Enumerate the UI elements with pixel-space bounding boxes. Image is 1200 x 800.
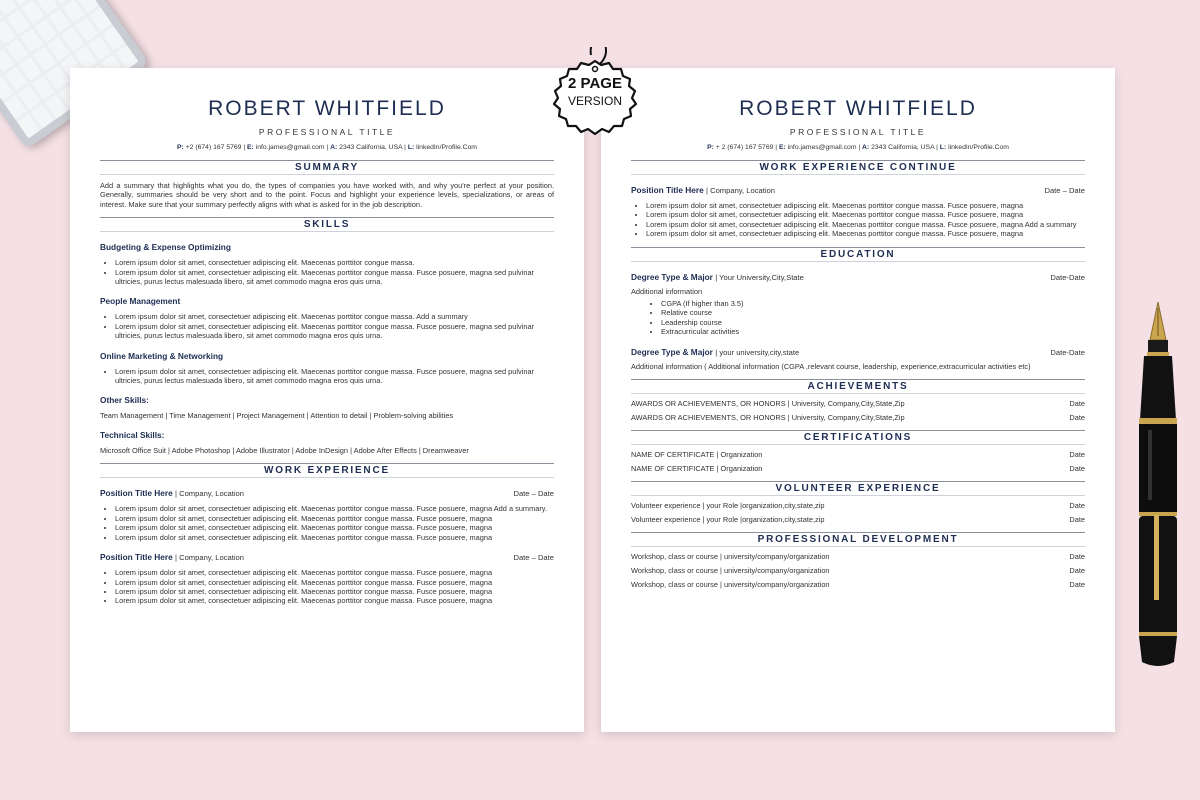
technical-skills-text: Microsoft Office Suit | Adobe Photoshop | Adobe Illustrator | Adobe InDesign | Adobe After Effects | Dreamweaver — [100, 446, 469, 456]
address-label: A: — [862, 144, 870, 151]
degree-note: Additional information — [631, 286, 703, 296]
phone-label: P: — [177, 144, 184, 151]
achievement-date: Date — [1069, 413, 1085, 423]
job-date: Date – Date — [1044, 186, 1085, 195]
tag-label-line1: 2 PAGE — [568, 75, 622, 92]
certificate-date: Date — [1069, 464, 1085, 474]
section-heading-summary: SUMMARY — [100, 160, 554, 175]
list-item — [631, 501, 1085, 510]
list-item: • Lorem ipsum dolor sit amet, consectetuer adipiscing elit. Maecenas porttitor congue massa. Fusce posuere, magna sed pulvinar ultricies, purus lectus malesuada libero, sit amet commodo magna eros quis urna. — [115, 268, 554, 287]
achievement-date: Date — [1069, 399, 1085, 409]
tag-label-line2: VERSION — [567, 94, 622, 108]
section-heading-volunteer: VOLUNTEER EXPERIENCE — [631, 481, 1085, 496]
degree-bullet-list — [631, 299, 1085, 337]
job-date: Date – Date — [513, 489, 554, 499]
list-item: • Lorem ipsum dolor sit amet, consectetuer adipiscing elit. Maecenas porttitor congue massa. Fusce posuere, magna — [115, 523, 554, 532]
linkedin-label: L: — [939, 144, 947, 151]
linkedin: linkedIn/Profile.Com — [948, 144, 1009, 151]
degree-note: Additional information ( Additional information (CGPA ,relevant course, leadership, experience,extracurricular activities etc) — [631, 361, 1031, 371]
development-date: Date — [1069, 552, 1085, 562]
volunteer-text: Volunteer experience | your Role |organization,city,state,zip — [631, 501, 825, 511]
achievement-text: AWARDS OR ACHIEVEMENTS, OR HONORS | University, Company,City,State,Zip — [631, 413, 905, 423]
job-company: | Company, Location — [175, 489, 244, 499]
list-item: • Extracurricular activities — [661, 327, 1085, 336]
list-item: • Lorem ipsum dolor sit amet, consectetuer adipiscing elit. Maecenas porttitor congue massa. Fusce posuere, magna — [646, 229, 1085, 238]
degree-school: | Your University,City,State — [715, 272, 804, 282]
professional-title: PROFESSIONAL TITLE — [258, 127, 396, 137]
resume-page-2 — [601, 68, 1115, 732]
development-date: Date — [1069, 580, 1085, 590]
achievement-text: AWARDS OR ACHIEVEMENTS, OR HONORS | University, Company,City,State,Zip — [631, 399, 905, 409]
linkedin: linkedIn/Profile.Com — [416, 144, 477, 151]
volunteer-text: Volunteer experience | your Role |organization,city,state,zip — [631, 515, 825, 525]
email-label: E: — [778, 144, 786, 151]
certificate-date: Date — [1069, 450, 1085, 460]
list-item: • Lorem ipsum dolor sit amet, consectetuer adipiscing elit. Maecenas porttitor congue massa. Add a summary — [115, 312, 554, 321]
degree-date: Date-Date — [1050, 272, 1085, 282]
phone: + 2 (674) 167 5769 — [715, 144, 774, 151]
address-label: A: — [330, 144, 338, 151]
email: info.james@gmail.com — [787, 144, 857, 151]
job-company: | Company, Location — [175, 553, 244, 563]
list-item — [631, 552, 1085, 561]
section-heading-work-experience: WORK EXPERIENCE — [100, 463, 554, 478]
job-title: Position Title Here — [100, 552, 173, 563]
job-bullet-list — [100, 504, 554, 542]
job-header — [100, 488, 554, 498]
list-item: • Leadership course — [661, 318, 1085, 327]
version-tag — [548, 47, 642, 141]
job-date: Date – Date — [513, 553, 554, 563]
list-item: • Relative course — [661, 308, 1085, 317]
job-company: | Company, Location — [706, 186, 775, 195]
skill-bullet-list — [100, 312, 554, 340]
technical-skills-title: Technical Skills: — [100, 430, 165, 441]
job-bullet-list — [100, 568, 554, 606]
list-item: • Lorem ipsum dolor sit amet, consectetuer adipiscing elit. Maecenas porttitor congue massa. Fusce posuere, magna sed pulvinar ultricies, purus lectus malesuada libero, sit amet commodo magna eros quis urna. — [115, 322, 554, 341]
list-item: • Lorem ipsum dolor sit amet, consectetuer adipiscing elit. Maecenas porttitor congue massa. Fusce posuere, magna — [115, 514, 554, 523]
list-item — [631, 399, 1085, 408]
resume-page-1 — [70, 68, 584, 732]
development-text: Workshop, class or course | university/company/organization — [631, 566, 830, 576]
section-heading-certifications: CERTIFICATIONS — [631, 430, 1085, 445]
skill-group-title: Budgeting & Expense Optimizing — [100, 242, 231, 253]
list-item: • Lorem ipsum dolor sit amet, consectetuer adipiscing elit. Maecenas porttitor congue massa. Fusce posuere, magna — [115, 568, 554, 577]
degree-header — [631, 272, 1085, 282]
professional-title: PROFESSIONAL TITLE — [789, 127, 927, 137]
list-item: • Lorem ipsum dolor sit amet, consectetuer adipiscing elit. Maecenas porttitor congue massa. Fusce posuere, magna — [115, 578, 554, 587]
volunteer-date: Date — [1069, 501, 1085, 511]
section-heading-skills: SKILLS — [100, 217, 554, 232]
skill-bullet-list — [100, 258, 554, 286]
list-item: • Lorem ipsum dolor sit amet, consectetuer adipiscing elit. Maecenas porttitor congue massa. Fusce posuere, magna sed pulvinar ultricies, purus lectus malesuada libero, sit amet commodo magna eros quis urna. — [115, 367, 554, 386]
development-text: Workshop, class or course | university/company/organization — [631, 580, 830, 590]
volunteer-date: Date — [1069, 515, 1085, 525]
list-item — [631, 413, 1085, 422]
list-item: • CGPA (If higher than 3.5) — [661, 299, 1085, 308]
list-item — [631, 450, 1085, 459]
degree-title: Degree Type & Major — [631, 271, 713, 282]
list-item: • Lorem ipsum dolor sit amet, consectetuer adipiscing elit. Maecenas porttitor congue massa. Fusce posuere, magna Add a summary — [646, 220, 1085, 229]
section-heading-work-continue: WORK EXPERIENCE CONTINUE — [631, 160, 1085, 175]
email-label: E: — [247, 144, 254, 151]
resume-name: ROBERT WHITFIELD — [208, 97, 446, 120]
other-skills-title: Other Skills: — [100, 395, 149, 406]
section-heading-achievements: ACHIEVEMENTS — [631, 379, 1085, 394]
certificate-text: NAME OF CERTIFICATE | Organization — [631, 464, 763, 474]
address: 2343 California, USA — [339, 144, 403, 151]
linkedin-label: L: — [407, 144, 415, 151]
degree-date: Date-Date — [1050, 347, 1085, 357]
list-item — [631, 580, 1085, 589]
degree-title: Degree Type & Major — [631, 346, 713, 357]
contact-line: P: + 2 (674) 167 5769 | E: info.james@gmail.com | A: 2343 California, USA | L: linkedIn/Profile.Com — [707, 144, 1009, 151]
other-skills-text: Team Management | Time Management | Project Management | Attention to detail | Problem-solving abilities — [100, 411, 454, 421]
degree-school: | your university,city,state — [715, 347, 800, 357]
list-item: • Lorem ipsum dolor sit amet, consectetuer adipiscing elit. Maecenas porttitor congue massa. Fusce posuere, magna — [646, 201, 1085, 210]
list-item: • Lorem ipsum dolor sit amet, consectetuer adipiscing elit. Maecenas porttitor congue massa. Fusce posuere, magna — [115, 533, 554, 542]
list-item: • Lorem ipsum dolor sit amet, consectetuer adipiscing elit. Maecenas porttitor congue massa. Fusce posuere, magna — [115, 596, 554, 605]
skill-group-title: Online Marketing & Networking — [100, 350, 224, 361]
section-heading-professional-development: PROFESSIONAL DEVELOPMENT — [631, 532, 1085, 547]
skill-bullet-list — [100, 367, 554, 386]
job-header — [631, 185, 1085, 195]
list-item: • Lorem ipsum dolor sit amet, consectetuer adipiscing elit. Maecenas porttitor congue massa. Fusce posuere, magna — [115, 587, 554, 596]
development-date: Date — [1069, 566, 1085, 576]
summary-text: Add a summary that highlights what you do, the types of companies you have worked with, and why you're perfect at your position. Generally, summaries should be very short and to the point. Focus and highlight your experience levels, specializations, or areas of interest. Make sure that your summary perfectly aligns with what is asked for in the job description. — [100, 181, 554, 209]
job-header — [100, 552, 554, 562]
phone: +2 (674) 167 5769 — [185, 144, 242, 151]
list-item — [631, 566, 1085, 575]
phone-label: P: — [707, 144, 714, 151]
list-item — [631, 464, 1085, 473]
certificate-text: NAME OF CERTIFICATE | Organization — [631, 450, 763, 460]
list-item — [631, 515, 1085, 524]
development-text: Workshop, class or course | university/company/organization — [631, 552, 830, 562]
job-title: Position Title Here — [631, 185, 704, 195]
list-item: • Lorem ipsum dolor sit amet, consectetuer adipiscing elit. Maecenas porttitor congue massa. Fusce posuere, magna Add a summary. — [115, 504, 554, 513]
contact-line: P: +2 (674) 167 5769 | E: info.james@gmail.com | A: 2343 California, USA | L: linkedIn/Profile.Com — [177, 144, 477, 151]
list-item: • Lorem ipsum dolor sit amet, consectetuer adipiscing elit. Maecenas porttitor congue massa. — [115, 258, 554, 267]
resume-name: ROBERT WHITFIELD — [739, 97, 977, 120]
list-item: • Lorem ipsum dolor sit amet, consectetuer adipiscing elit. Maecenas porttitor congue massa. Fusce posuere, magna — [646, 210, 1085, 219]
degree-header — [631, 347, 1085, 357]
job-bullet-list — [631, 201, 1085, 239]
address: 2343 California, USA — [871, 144, 935, 151]
skill-group-title: People Management — [100, 296, 181, 307]
job-title: Position Title Here — [100, 488, 173, 499]
email: info.james@gmail.com — [255, 144, 325, 151]
section-heading-education: EDUCATION — [631, 247, 1085, 262]
fountain-pen-image — [1130, 300, 1186, 670]
